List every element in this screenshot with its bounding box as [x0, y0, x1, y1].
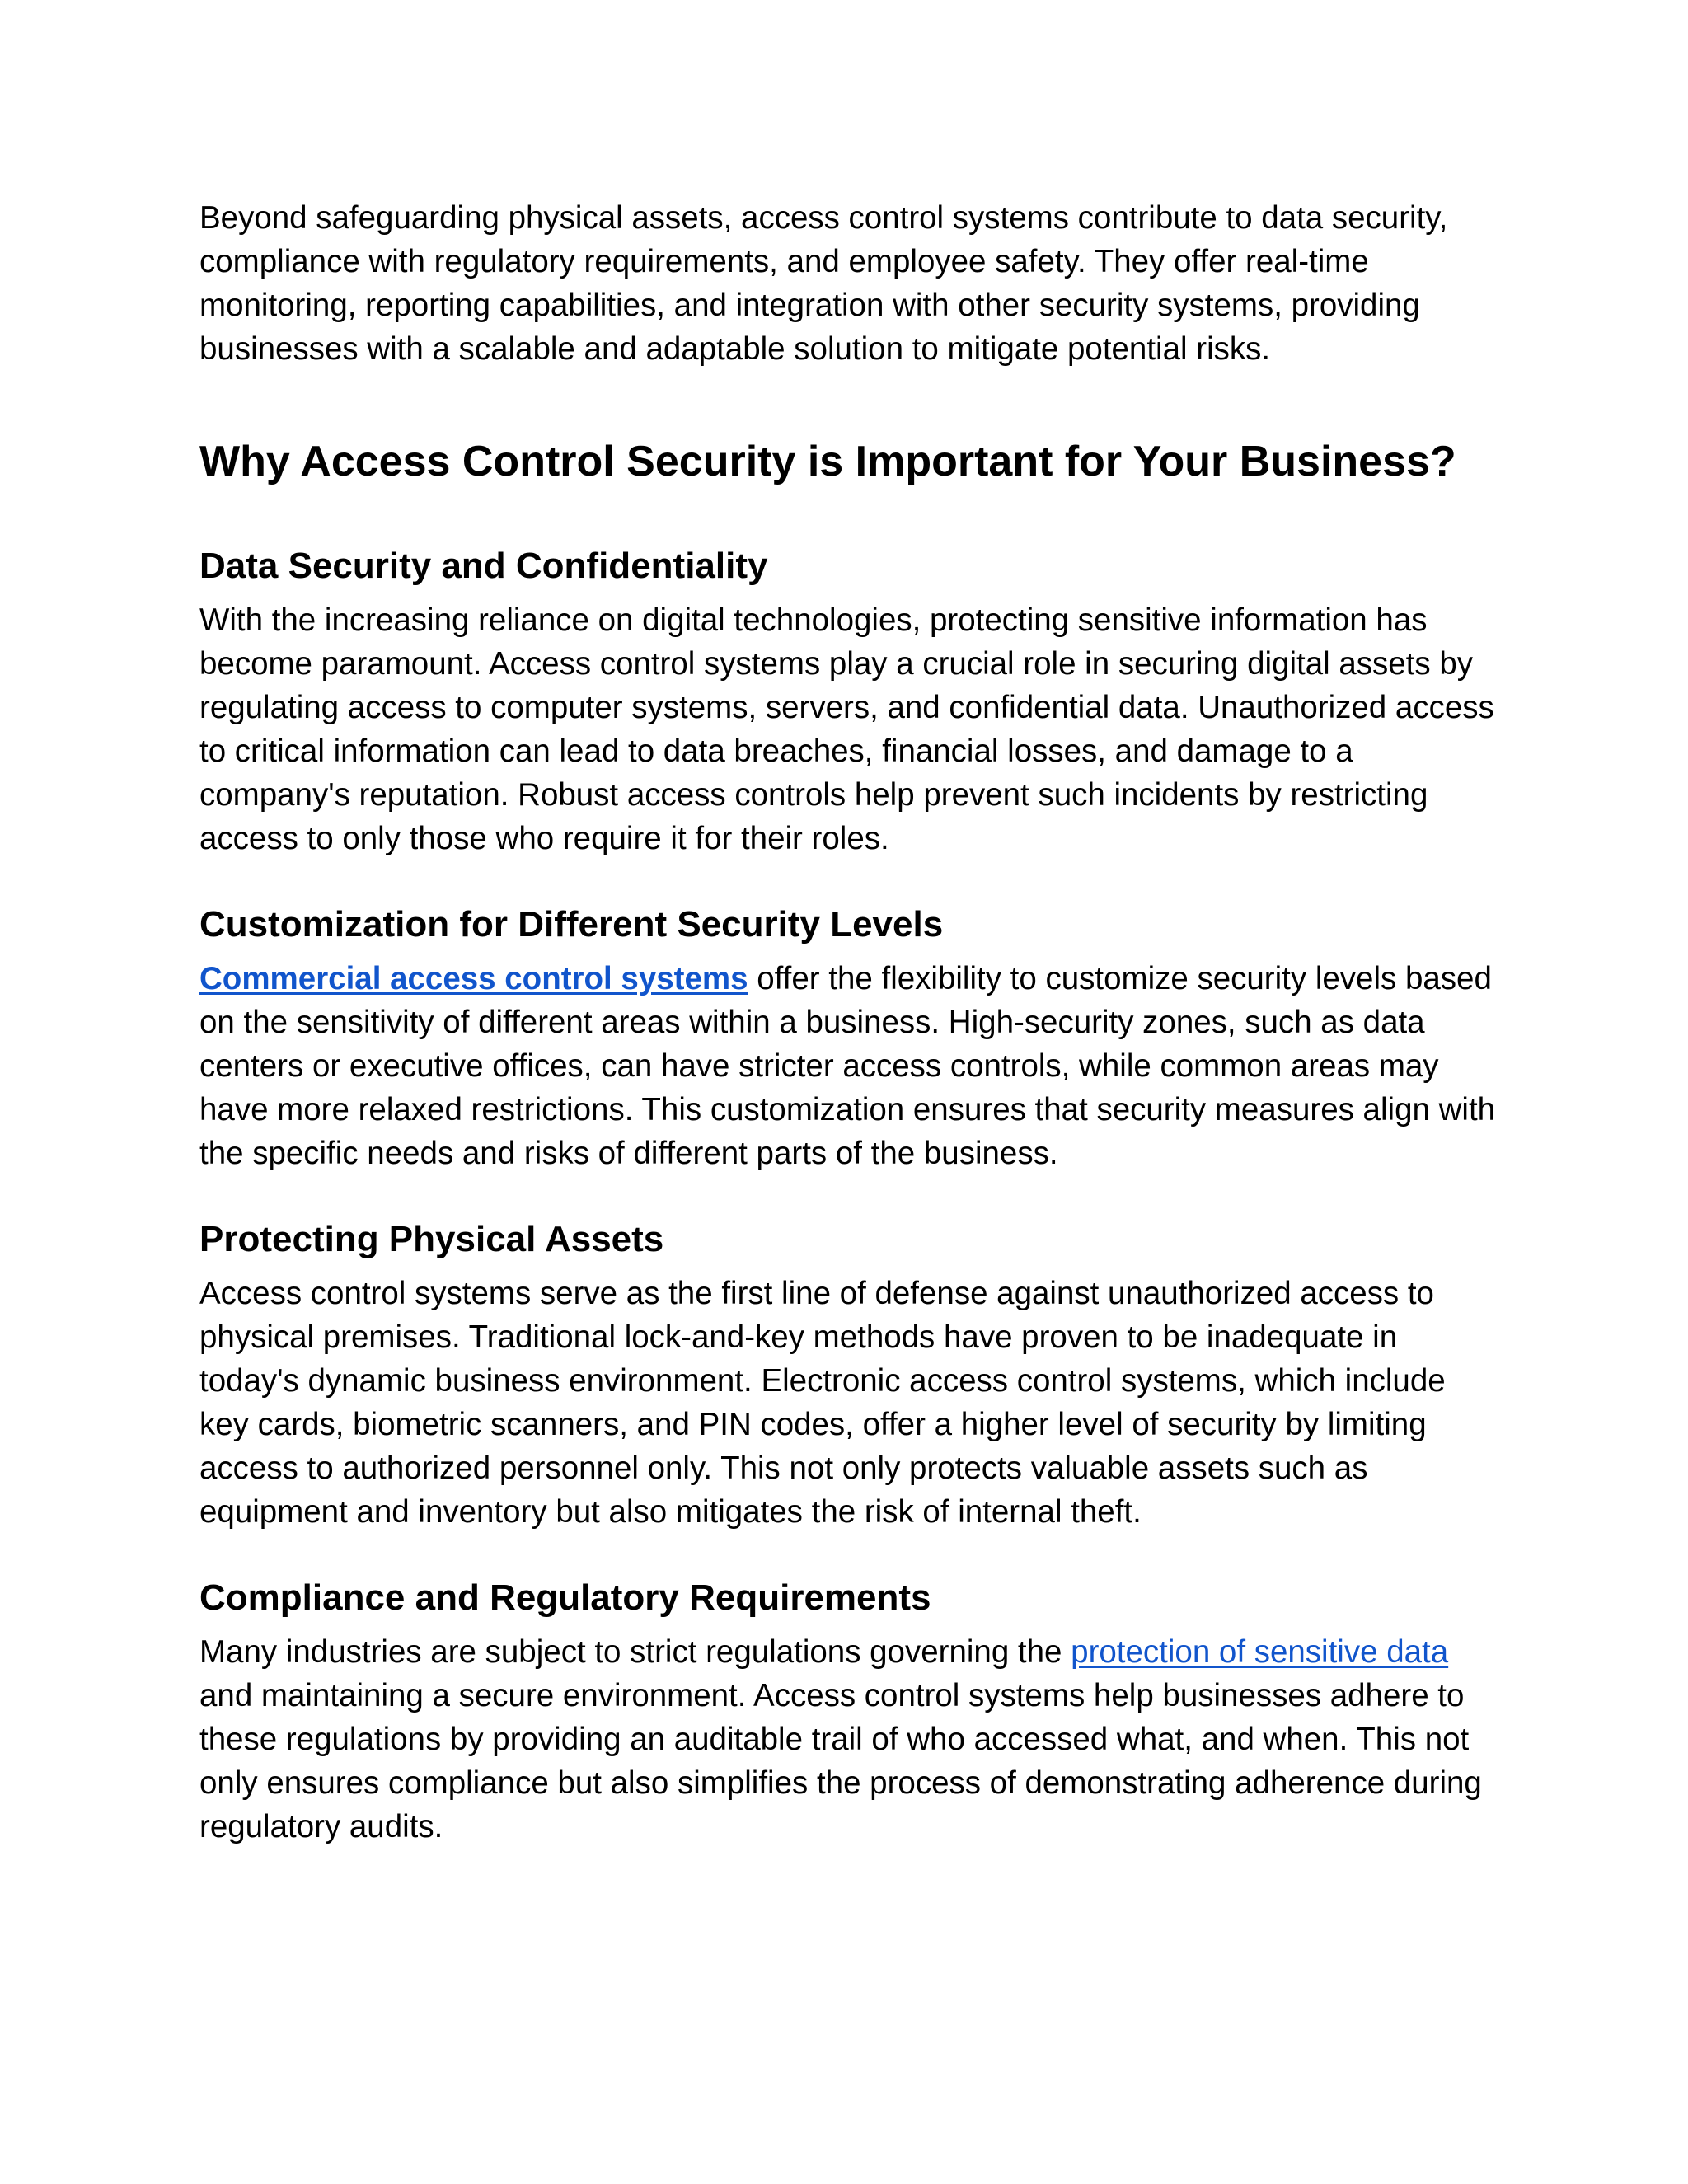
section-title-compliance: Compliance and Regulatory Requirements — [199, 1577, 931, 1618]
compliance-body-after-link: and maintaining a secure environment. Access control systems help businesses adhere to these regulations by providing an auditable trail of who accessed what, and when. This not only ensures compliance but also simplifies the process of demonstrating adherence during regulatory audits. — [199, 1678, 1482, 1844]
compliance-body-before-link: Many industries are subject to strict regulations governing the — [199, 1634, 1071, 1670]
commercial-access-control-link[interactable]: Commercial access control systems — [199, 961, 748, 996]
section-title-data-security: Data Security and Confidentiality — [199, 546, 768, 586]
document-page — [199, 196, 1502, 1849]
section-title-physical-assets: Protecting Physical Assets — [199, 1219, 664, 1259]
section-body-compliance — [199, 1630, 1502, 1849]
intro-paragraph: Beyond safeguarding physical assets, access control systems contribute to data security, compliance with regulatory requirements, and employee safety. They offer real-time monitoring, reporting capabilities, and integration with other security systems, providing businesses with a scalable and adaptable solution to mitigate potential risks. — [199, 200, 1448, 367]
section-title-customization: Customization for Different Security Levels — [199, 904, 944, 944]
section-body-physical-assets: Access control systems serve as the first line of defense against unauthorized access to physical premises. Traditional lock-and-key methods have proven to be inadequate in today's dynamic business environment. Electronic access control systems, which include key cards, biometric scanners, and PIN codes, offer a higher level of security by limiting access to authorized personnel only. This not only protects valuable assets such as equipment and inventory but also mitigates the risk of internal theft. — [199, 1276, 1446, 1530]
section-body-customization — [199, 957, 1502, 1175]
main-heading: Why Access Control Security is Important for Your Business? — [199, 438, 1456, 485]
protection-of-sensitive-data-link[interactable]: protection of sensitive data — [1071, 1634, 1449, 1670]
customization-body-text: offer the flexibility to customize security levels based on the sensitivity of different areas within a business. High-security zones, such as data centers or executive offices, can have stricter access controls, while common areas may have more relaxed restrictions. This customization ensures that security measures align with the specific needs and risks of different parts of the business. — [199, 961, 1496, 1171]
section-body-data-security: With the increasing reliance on digital technologies, protecting sensitive information has become paramount. Access control systems play a crucial role in securing digital assets by regulating access to computer systems, servers, and confidential data. Unauthorized access to critical information can lead to data breaches, financial losses, and damage to a company's reputation. Robust access controls help prevent such incidents by restricting access to only those who require it for their roles. — [199, 602, 1494, 856]
